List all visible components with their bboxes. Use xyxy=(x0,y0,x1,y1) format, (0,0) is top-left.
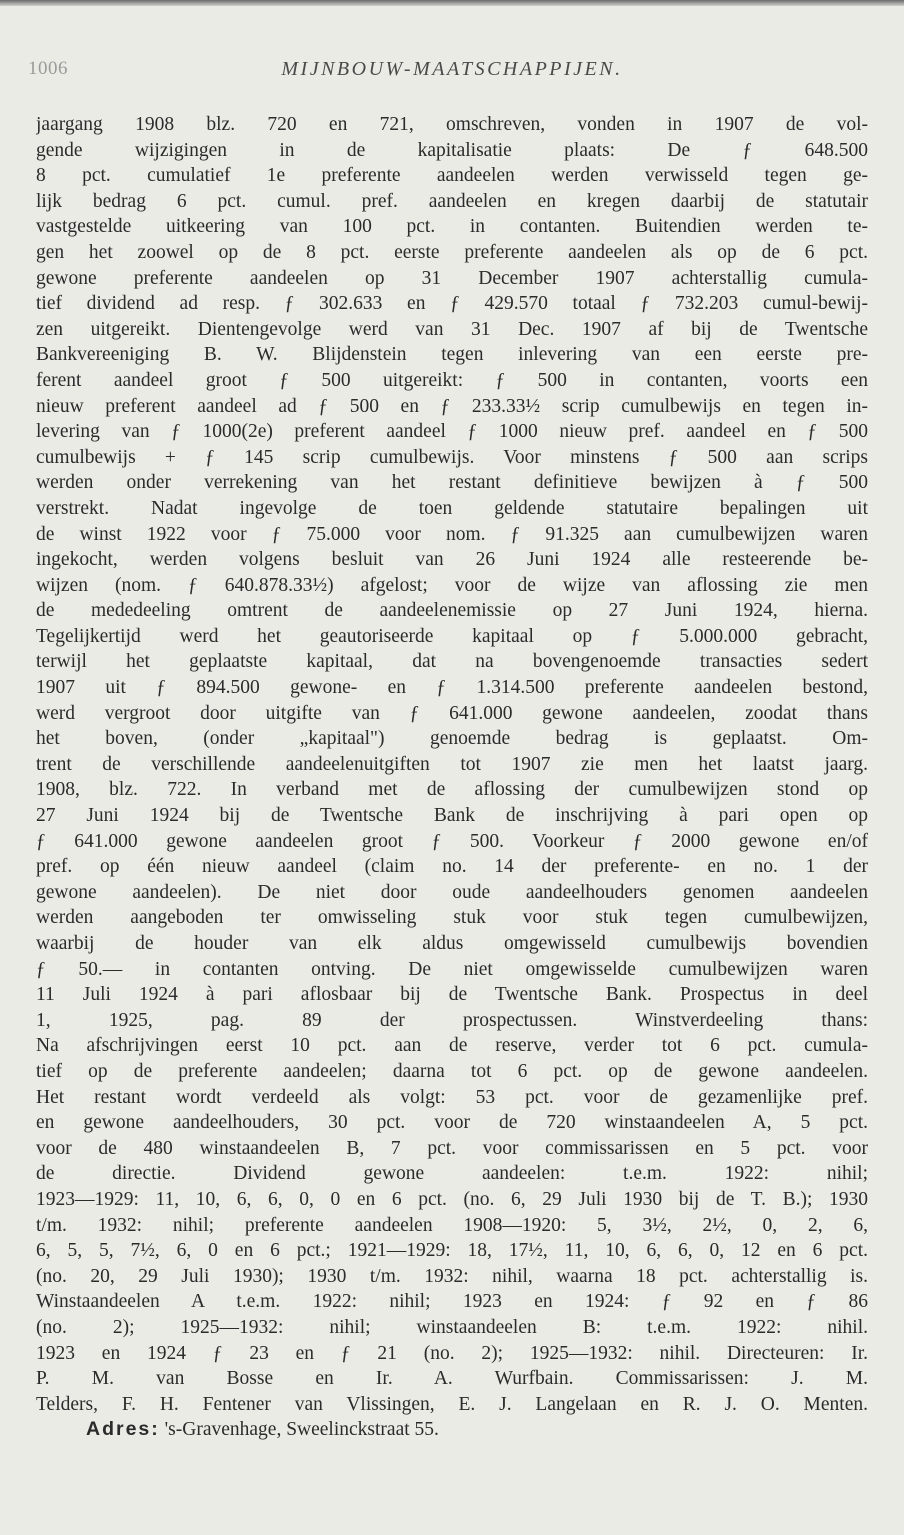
text-line: Na afschrijvingen eerst 10 pct. aan de reserve, verder tot 6 pct. cumula- xyxy=(36,1035,868,1057)
text-line: 8 pct. cumulatief 1e preferente aandeelen werden verwisseld tegen ge- xyxy=(36,165,868,187)
text-line: Tegelijkertijd werd het geautoriseerde kapitaal op ƒ 5.000.000 gebracht, xyxy=(36,625,868,647)
text-line: ƒ 641.000 gewone aandeelen groot ƒ 500. Voorkeur ƒ 2000 gewone en/of xyxy=(36,830,868,852)
page-number: 1006 xyxy=(28,58,68,79)
text-line: terwijl het geplaatste kapitaal, dat na bovengenoemde transacties sedert xyxy=(36,651,868,673)
text-line: het boven, (onder „kapitaal") genoemde bedrag is geplaatst. Om- xyxy=(36,728,868,750)
text-line: t/m. 1932: nihil; preferente aandeelen 1908—1920: 5, 3½, 2½, 0, 2, 6, xyxy=(36,1214,868,1236)
text-line: Telders, F. H. Fentener van Vlissingen, E. J. Langelaan en R. J. O. Menten. xyxy=(36,1393,868,1415)
text-line: cumulbewijs + ƒ 145 scrip cumulbewijs. Voor minstens ƒ 500 aan scrips xyxy=(36,446,868,468)
text-line: pref. op één nieuw aandeel (claim no. 14 der preferente- en no. 1 der xyxy=(36,856,868,878)
text-line: 1907 uit ƒ 894.500 gewone- en ƒ 1.314.500 preferente aandeelen bestond, xyxy=(36,677,868,699)
text-line: jaargang 1908 blz. 720 en 721, omschreven, vonden in 1907 de vol- xyxy=(36,114,868,135)
text-line: waarbij de houder van elk aldus omgewisseld cumulbewijs bovendien xyxy=(36,933,868,954)
text-line: verstrekt. Nadat ingevolge de toen geldende statutaire bepalingen uit xyxy=(36,497,868,519)
text-line: lijk bedrag 6 pct. cumul. pref. aandeelen en kregen daarbij de statutair xyxy=(36,190,868,212)
text-line: nieuw preferent aandeel ad ƒ 500 en ƒ 233.33½ scrip cumulbewijs en tegen in- xyxy=(36,395,868,417)
text-line: werd vergroot door uitgifte van ƒ 641.000 gewone aandeelen, zoodat thans xyxy=(36,702,868,724)
text-line: werden aangeboden ter omwisseling stuk voor stuk tegen cumulbewijzen, xyxy=(36,907,868,929)
text-line: tief op de preferente aandeelen; daarna tot 6 pct. op de gewone aandeelen. xyxy=(36,1060,868,1082)
text-line: Bankvereeniging B. W. Blijdenstein tegen inlevering van een eerste pre- xyxy=(36,344,868,366)
text-line: 1923—1929: 11, 10, 6, 6, 0, 0 en 6 pct. (no. 6, 29 Juli 1930 bij de T. B.); 1930 xyxy=(36,1188,868,1210)
text-line: P. M. van Bosse en Ir. A. Wurfbain. Commissarissen: J. M. xyxy=(36,1368,868,1390)
text-line: (no. 20, 29 Juli 1930); 1930 t/m. 1932: nihil, waarna 18 pct. achterstallig is. xyxy=(36,1265,868,1287)
text-line: gen het zoowel op de 8 pct. eerste preferente aandeelen als op de 6 pct. xyxy=(36,241,868,263)
text-line: tief dividend ad resp. ƒ 302.633 en ƒ 429.570 totaal ƒ 732.203 cumul-bewij- xyxy=(36,293,868,315)
address-line xyxy=(36,1417,868,1443)
running-title: MIJNBOUW-MAATSCHAPPIJEN. xyxy=(281,58,623,80)
text-line: zen uitgereikt. Dientengevolge werd van 31 Dec. 1907 af bij de Twentsche xyxy=(36,318,868,340)
text-line: ferent aandeel groot ƒ 500 uitgereikt: ƒ 500 in contanten, voorts een xyxy=(36,369,868,391)
text-line: en gewone aandeelhouders, 30 pct. voor de 720 winstaandeelen A, 5 pct. xyxy=(36,1112,868,1134)
text-line: voor de 480 winstaandeelen B, 7 pct. voor commissarissen en 5 pct. voor xyxy=(36,1137,868,1159)
text-line: werden onder verrekening van het restant definitieve bewijzen à ƒ 500 xyxy=(36,472,868,494)
text-line: vastgestelde uitkeering van 100 pct. in contanten. Buitendien werden te- xyxy=(36,216,868,238)
text-line: trent de verschillende aandeelenuitgiften tot 1907 zie men het laatst jaarg. xyxy=(36,753,868,775)
text-line: levering van ƒ 1000(2e) preferent aandeel ƒ 1000 nieuw pref. aandeel en ƒ 500 xyxy=(36,421,868,443)
text-line: wijzen (nom. ƒ 640.878.33½) afgelost; voor de wijze van aflossing zie men xyxy=(36,574,868,596)
text-line: 6, 5, 5, 7½, 6, 0 en 6 pct.; 1921—1929: 18, 17½, 11, 10, 6, 6, 0, 12 en 6 pct. xyxy=(36,1240,868,1262)
text-line: 1908, blz. 722. In verband met de aflossing der cumulbewijzen stond op xyxy=(36,779,868,801)
text-line: (no. 2); 1925—1932: nihil; winstaandeelen B: t.e.m. 1922: nihil. xyxy=(36,1316,868,1338)
text-line: gende wijzigingen in de kapitalisatie plaats: De ƒ 648.500 xyxy=(36,139,868,161)
text-line: Het restant wordt verdeeld als volgt: 53 pct. voor de gezamenlijke pref. xyxy=(36,1086,868,1108)
address-label: Adres: xyxy=(86,1418,160,1441)
address-value: 's-Gravenhage, Sweelinckstraat 55. xyxy=(164,1419,439,1441)
text-line: 1, 1925, pag. 89 der prospectussen. Winstverdeeling thans: xyxy=(36,1009,868,1031)
text-line: gewone preferente aandeelen op 31 December 1907 achterstallig cumula- xyxy=(36,267,868,289)
text-line: gewone aandeelen). De niet door oude aandeelhouders genomen aandeelen xyxy=(36,881,868,903)
text-line: 1923 en 1924 ƒ 23 en ƒ 21 (no. 2); 1925—1932: nihil. Directeuren: Ir. xyxy=(36,1342,868,1364)
text-line: 11 Juli 1924 à pari aflosbaar bij de Twentsche Bank. Prospectus in deel xyxy=(36,984,868,1006)
text-line: 27 Juni 1924 bij de Twentsche Bank de inschrijving à pari open op xyxy=(36,805,868,827)
text-line: de mededeeling omtrent de aandeelenemissie op 27 Juni 1924, hierna. xyxy=(36,600,868,622)
text-line: ƒ 50.— in contanten ontving. De niet omgewisselde cumulbewijzen waren xyxy=(36,958,868,980)
text-line: de winst 1922 voor ƒ 75.000 voor nom. ƒ 91.325 aan cumulbewijzen waren xyxy=(36,523,868,545)
page-header xyxy=(0,58,904,88)
text-line: ingekocht, werden volgens besluit van 26 Juni 1924 alle resteerende be- xyxy=(36,549,868,571)
text-line: Winstaandeelen A t.e.m. 1922: nihil; 1923 en 1924: ƒ 92 en ƒ 86 xyxy=(36,1291,868,1313)
top-edge-rule xyxy=(0,0,904,6)
body-text xyxy=(36,112,868,1443)
text-line: de directie. Dividend gewone aandeelen: t.e.m. 1922: nihil; xyxy=(36,1163,868,1185)
